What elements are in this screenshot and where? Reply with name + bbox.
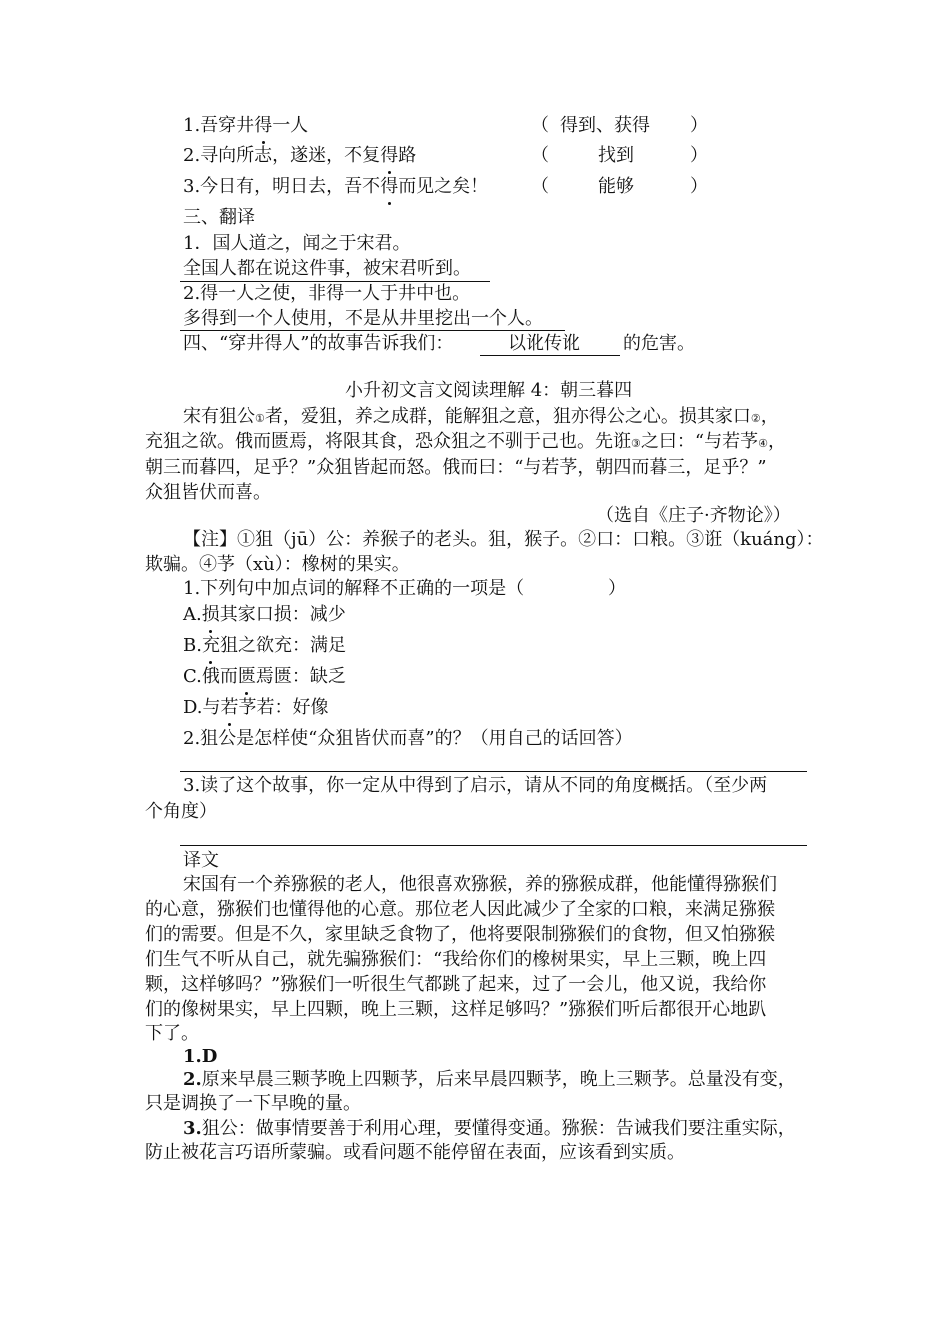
text: 之曰：“与若芧 xyxy=(640,431,759,452)
text: B. xyxy=(183,635,202,656)
dotted-word: 匮 xyxy=(237,666,256,687)
option-c xyxy=(183,665,346,689)
text: ， xyxy=(760,406,779,427)
answer-2-cont: 只是调换了一下早晚的量。 xyxy=(145,1093,361,1114)
section4-prompt: 四、“穿井得人”的故事告诉我们： xyxy=(183,333,454,354)
close-paren: ） xyxy=(690,176,708,197)
question-3-cont: 个角度） xyxy=(145,801,217,822)
answer-number: 3. xyxy=(183,1118,202,1139)
translation-line: 下了。 xyxy=(145,1023,199,1044)
vocab-question xyxy=(183,144,416,168)
answer-line xyxy=(180,845,807,846)
section4-suffix: 的危害。 xyxy=(623,333,695,354)
footnote-mark: ③ xyxy=(631,437,641,450)
text: A. xyxy=(183,604,202,625)
text: 3.今日有，明日去，吾不 xyxy=(183,176,381,197)
translation-line: 们生气不听从自己，就先骗猕猴们：“我给你们的橡树果实，早上三颗，晚上四 xyxy=(145,949,767,970)
question-2: 2.狙公是怎样使“众狙皆伏而喜”的？（用自己的话回答） xyxy=(183,728,633,749)
article-line: 朝三而暮四，足乎？”众狙皆起而怒。俄而曰：“与若芧，朝四而暮三，足乎？” xyxy=(145,457,767,478)
answer-2 xyxy=(183,1068,796,1092)
text: 其家口损：减少 xyxy=(219,604,346,625)
article-notes: 欺骗。④芧（xù）：橡树的果实。 xyxy=(145,554,410,575)
text: 1.吾穿井 xyxy=(183,115,255,136)
open-paren: （ xyxy=(531,145,549,166)
question-3: 3.读了这个故事，你一定从中得到了启示，请从不同的角度概括。（至少两 xyxy=(183,775,768,796)
translation-line: 宋国有一个养猕猴的老人，他很喜欢猕猴，养的猕猴成群，他能懂得猕猴们 xyxy=(183,874,777,895)
dotted-word: 若 xyxy=(220,697,239,718)
translation-line: 们的像树果实，早上四颗，晚上三颗，这样足够吗？”猕猴们听后都很开心地趴 xyxy=(145,999,767,1020)
question-1: 1.下列句中加点词的解释不正确的一项是（ xyxy=(183,578,525,599)
answer-1: 1.D xyxy=(183,1046,218,1067)
translation-line: 的心意，猕猴们也懂得他的心意。那位老人因此减少了全家的口粮，来满足猕猴 xyxy=(145,899,775,920)
translation-line: 们的需要。但是不久，家里缺乏食物了，他将要限制猕猴们的食物，但又怕猕猴 xyxy=(145,924,775,945)
text: 者，爱狙，养之成群，能解狙之意，狙亦得公之心。损其家口 xyxy=(264,406,751,427)
translate-answer-2: 多得到一个人使用，不是从井里挖出一个人。 xyxy=(183,308,543,329)
vocab-question xyxy=(183,175,488,199)
option-b xyxy=(183,634,346,658)
dotted-word: 得 xyxy=(380,176,399,197)
article-line xyxy=(183,405,779,431)
answer-3-cont: 防止被花言巧语所蒙骗。或看问题不能停留在表面，应该看到实质。 xyxy=(145,1142,685,1163)
text: 宋有狙公 xyxy=(183,406,255,427)
article-source: （选自《庄子·齐物论》） xyxy=(596,505,791,526)
dotted-word: 得 xyxy=(380,145,399,166)
close-paren: ） xyxy=(690,115,708,136)
option-d xyxy=(183,696,329,720)
answer-underline xyxy=(480,355,620,356)
answer-underline xyxy=(180,330,565,331)
translate-question-2: 2.得一人之使，非得一人于井中也。 xyxy=(183,283,471,304)
close-paren: ） xyxy=(608,578,626,599)
translation-line: 颗，这样够吗？”猕猴们一听很生气都跳了起来，过了一会儿，他又说，我给你 xyxy=(145,974,767,995)
text: 充狙之欲。俄而匮焉，将限其食，恐众狙之不驯于己也。先诳 xyxy=(145,431,631,452)
answer-3 xyxy=(183,1117,796,1141)
text: 2.寻向所志，遂迷，不复 xyxy=(183,145,381,166)
dotted-word: 充 xyxy=(201,635,220,656)
text: 一人 xyxy=(272,115,309,136)
footnote-mark: ④ xyxy=(758,437,768,450)
text: C.俄而 xyxy=(183,666,238,687)
section-heading: 三、翻译 xyxy=(183,207,255,228)
footnote-mark: ② xyxy=(750,412,761,425)
text: ， xyxy=(767,431,786,452)
text: 而见之矣！ xyxy=(398,176,489,197)
text: 原来早晨三颗芧晚上四颗芧，后来早晨四颗芧，晚上三颗芧。总量没有变， xyxy=(201,1069,796,1090)
answer-number: 2. xyxy=(183,1069,202,1090)
footnote-mark: ① xyxy=(255,412,265,425)
open-paren: （ xyxy=(531,115,549,136)
translate-answer-1: 全国人都在说这件事，被宋君听到。 xyxy=(183,258,471,279)
text: 狙之欲充：满足 xyxy=(219,635,346,656)
answer-line xyxy=(180,771,807,772)
vocab-answer: 能够 xyxy=(598,176,634,197)
text: 狙公：做事情要善于利用心理，要懂得变通。猕猴：告诫我们要注重实际， xyxy=(201,1118,796,1139)
text: D.与 xyxy=(183,697,221,718)
vocab-answer: 得到、获得 xyxy=(560,115,650,136)
text: 芧若：好像 xyxy=(238,697,329,718)
close-paren: ） xyxy=(690,145,708,166)
article-line: 众狙皆伏而喜。 xyxy=(145,482,271,503)
vocab-question xyxy=(183,114,308,138)
option-a xyxy=(183,603,346,627)
text: 路 xyxy=(398,145,417,166)
translation-heading: 译文 xyxy=(183,850,219,871)
article-line xyxy=(145,430,786,456)
article-notes: 【注】①狙（jū）公：养猴子的老头。狙，猴子。②口：口粮。③诳（kuáng）： xyxy=(183,529,824,550)
open-paren: （ xyxy=(531,176,549,197)
vocab-answer: 找到 xyxy=(598,145,634,166)
dotted-word: 损 xyxy=(201,604,220,625)
translate-question-1: 1．国人道之，闻之于宋君。 xyxy=(183,233,411,254)
dotted-word: 得 xyxy=(254,115,273,136)
text: 焉匮：缺乏 xyxy=(255,666,346,687)
section4-answer: 以讹传讹 xyxy=(508,333,580,354)
article-title: 小升初文言文阅读理解 4：朝三暮四 xyxy=(345,380,633,401)
